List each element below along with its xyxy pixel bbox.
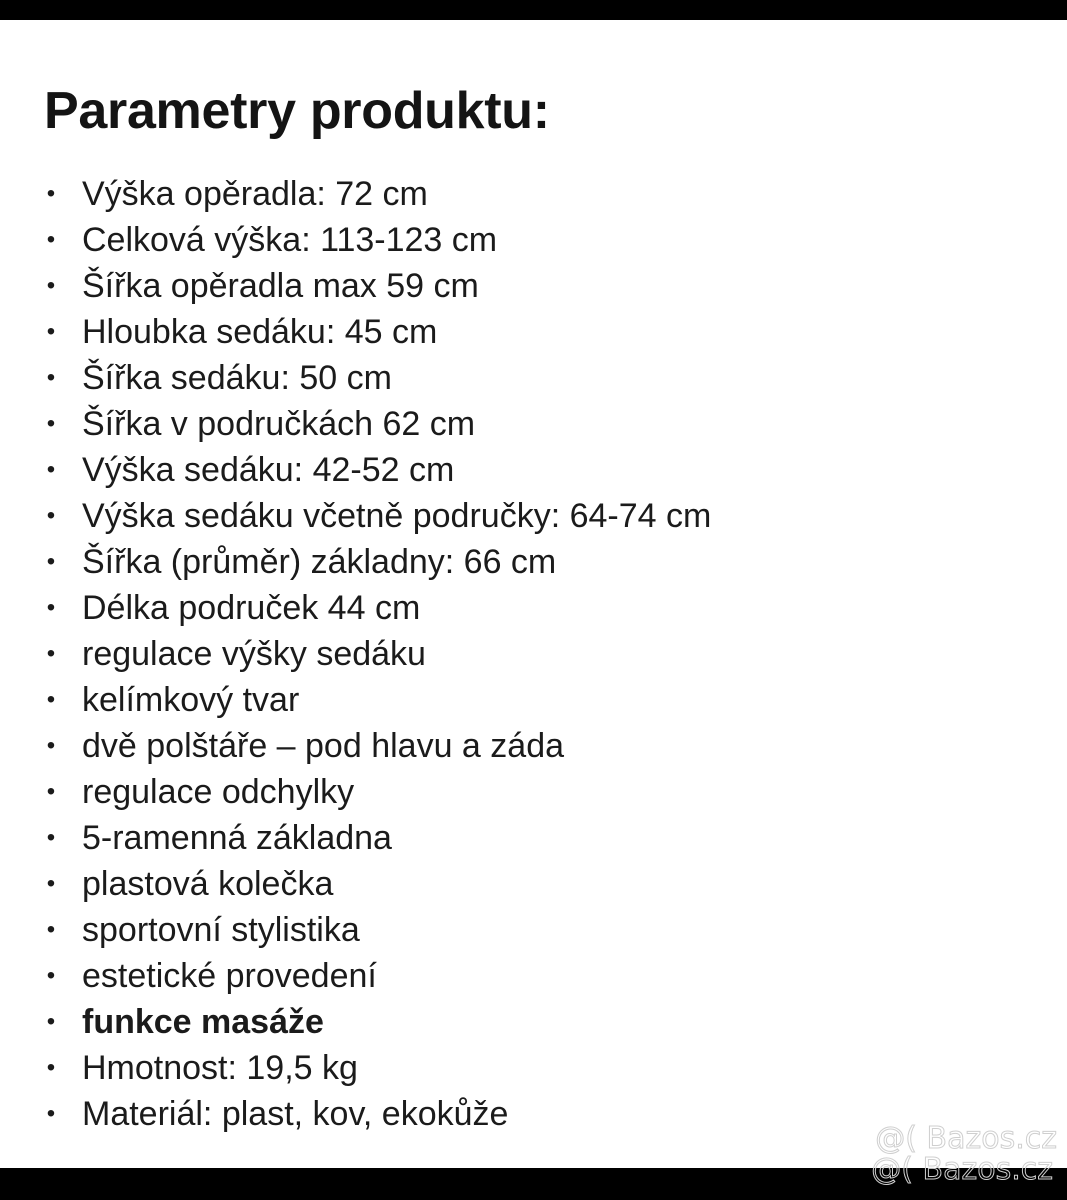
spec-list-item bbox=[0, 815, 711, 861]
bullet-icon: • bbox=[46, 870, 56, 897]
spec-list-item bbox=[0, 355, 711, 401]
spec-text: estetické provedení bbox=[82, 957, 377, 995]
spec-list-item bbox=[0, 493, 711, 539]
spec-text: Hmotnost: 19,5 kg bbox=[82, 1049, 358, 1087]
spec-text: Šířka sedáku: 50 cm bbox=[82, 359, 392, 397]
watermark-logo: @( Bazos.cz bbox=[875, 1121, 1057, 1156]
bullet-icon: • bbox=[46, 686, 56, 713]
spec-list-item bbox=[0, 769, 711, 815]
spec-list-item bbox=[0, 171, 711, 217]
bullet-icon: • bbox=[46, 180, 56, 207]
bullet-icon: • bbox=[46, 502, 56, 529]
spec-text: Délka područek 44 cm bbox=[82, 589, 421, 627]
spec-list bbox=[0, 171, 711, 1137]
bullet-icon: • bbox=[46, 824, 56, 851]
spec-text: Šířka opěradla max 59 cm bbox=[82, 267, 479, 305]
spec-text: regulace výšky sedáku bbox=[82, 635, 426, 673]
bullet-icon: • bbox=[46, 226, 56, 253]
spec-list-item bbox=[0, 631, 711, 677]
bullet-icon: • bbox=[46, 778, 56, 805]
spec-text: Materiál: plast, kov, ekokůže bbox=[82, 1095, 509, 1133]
spec-list-item bbox=[0, 585, 711, 631]
spec-text: funkce masáže bbox=[82, 1003, 324, 1041]
spec-text: Výška sedáku: 42-52 cm bbox=[82, 451, 455, 489]
spec-list-item bbox=[0, 677, 711, 723]
spec-text: kelímkový tvar bbox=[82, 681, 300, 719]
bullet-icon: • bbox=[46, 1100, 56, 1127]
bullet-icon: • bbox=[46, 594, 56, 621]
spec-list-item bbox=[0, 999, 711, 1045]
spec-text: 5-ramenná základna bbox=[82, 819, 392, 857]
spec-list-item bbox=[0, 447, 711, 493]
spec-text: Výška sedáku včetně područky: 64-74 cm bbox=[82, 497, 712, 535]
document-page bbox=[0, 20, 1067, 1187]
spec-list-item bbox=[0, 263, 711, 309]
spec-list-item bbox=[0, 953, 711, 999]
spec-text: sportovní stylistika bbox=[82, 911, 360, 949]
page-title: Parametry produktu: bbox=[44, 82, 550, 140]
spec-list-item bbox=[0, 217, 711, 263]
spec-text: Celková výška: 113-123 cm bbox=[82, 221, 498, 259]
bullet-icon: • bbox=[46, 640, 56, 667]
spec-text: Šířka v područkách 62 cm bbox=[82, 405, 476, 443]
bullet-icon: • bbox=[46, 548, 56, 575]
bullet-icon: • bbox=[46, 916, 56, 943]
spec-text: regulace odchylky bbox=[82, 773, 355, 811]
spec-list-item bbox=[0, 723, 711, 769]
spec-text: Šířka (průměr) základny: 66 cm bbox=[82, 543, 557, 581]
bullet-icon: • bbox=[46, 318, 56, 345]
spec-text: dvě polštáře – pod hlavu a záda bbox=[82, 727, 565, 765]
spec-list-item bbox=[0, 907, 711, 953]
bullet-icon: • bbox=[46, 272, 56, 299]
spec-text: Hloubka sedáku: 45 cm bbox=[82, 313, 438, 351]
spec-text: Výška opěradla: 72 cm bbox=[82, 175, 428, 213]
bullet-icon: • bbox=[46, 1054, 56, 1081]
spec-text: plastová kolečka bbox=[82, 865, 334, 903]
bullet-icon: • bbox=[46, 456, 56, 483]
spec-list-item bbox=[0, 401, 711, 447]
bullet-icon: • bbox=[46, 1008, 56, 1035]
watermark-logo: @( Bazos.cz bbox=[871, 1152, 1053, 1187]
bullet-icon: • bbox=[46, 962, 56, 989]
spec-list-item bbox=[0, 309, 711, 355]
spec-list-item bbox=[0, 1045, 711, 1091]
bullet-icon: • bbox=[46, 410, 56, 437]
spec-list-item bbox=[0, 1091, 711, 1137]
spec-list-item bbox=[0, 861, 711, 907]
spec-list-item bbox=[0, 539, 711, 585]
bullet-icon: • bbox=[46, 732, 56, 759]
bullet-icon: • bbox=[46, 364, 56, 391]
